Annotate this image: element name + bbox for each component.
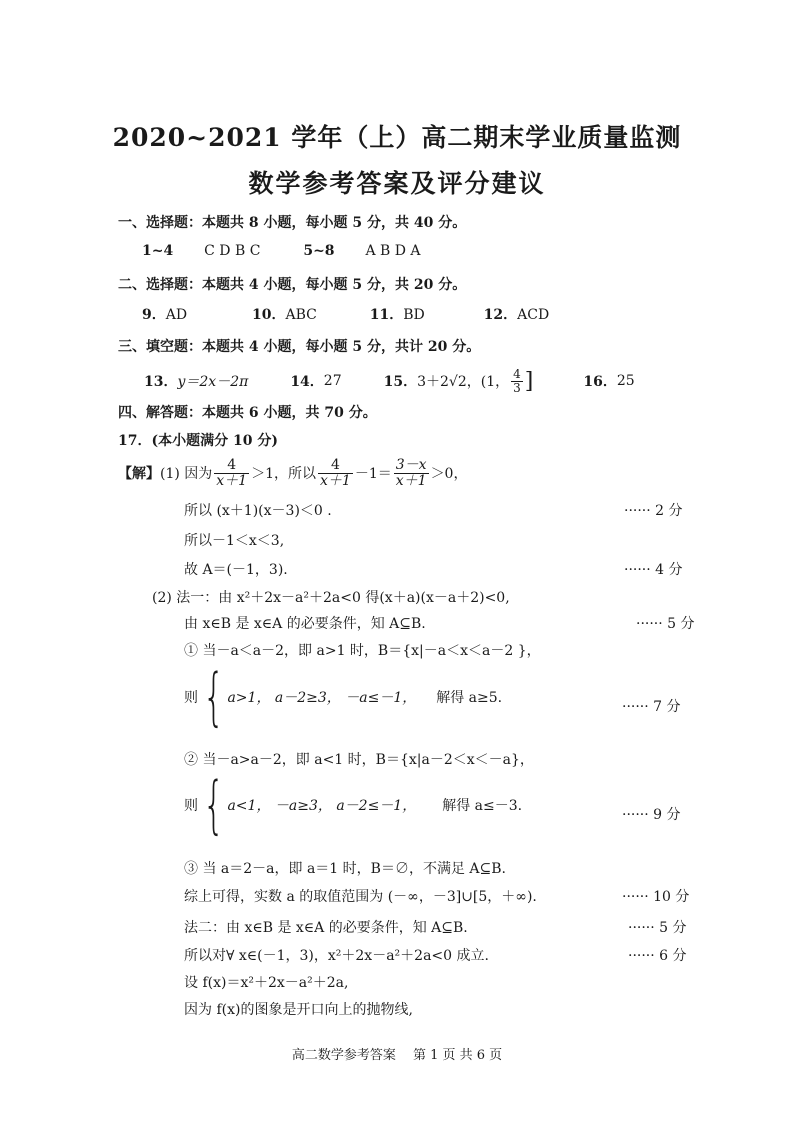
answer-value: C D B C <box>204 243 261 259</box>
question-number: 15． <box>383 374 418 390</box>
answer-value: y＝2x－2π <box>177 374 249 390</box>
score-mark: ······ 4 分 <box>624 562 683 578</box>
solution-line: 所以 (x＋1)(x－3)＜0 . <box>184 503 332 519</box>
answer-label: 5~8 <box>303 243 335 259</box>
fraction: $\frac{4}{x+1}$ <box>216 456 248 489</box>
system-row: a－2≥3， <box>274 690 341 706</box>
q17-part1-line <box>118 456 467 490</box>
text: ＞1，所以 <box>251 466 317 482</box>
score-mark: ······ 10 分 <box>622 889 690 905</box>
fraction: $\frac{4}{3}$ <box>513 366 521 395</box>
question-number: 11． <box>369 307 404 323</box>
system-row: a>1， <box>227 690 271 706</box>
inequality-system-2 <box>184 768 523 841</box>
answer-value: BD <box>403 307 425 323</box>
system-row: a<1， <box>227 798 271 814</box>
question-number: 9． <box>142 307 166 323</box>
question-number: 12． <box>483 307 518 323</box>
solution-line: 因为 f(x)的图象是开口向上的抛物线, <box>184 1002 413 1018</box>
score-mark: ······ 7 分 <box>622 699 681 715</box>
solution-line: 法二：由 x∈B 是 x∈A 的必要条件，知 A⊆B. <box>184 920 468 936</box>
fraction: $\frac{3-x}{x+1}$ <box>395 456 427 489</box>
text: ＞0， <box>430 466 468 482</box>
answer-value: A B D A <box>365 243 421 259</box>
interval-open: (1， <box>480 374 510 390</box>
page-footer: 高二数学参考答案 第 1 页 共 6 页 <box>291 1048 503 1063</box>
solution-line: ③ 当 a＝2－a，即 a＝1 时，B＝∅，不满足 A⊆B. <box>184 861 506 877</box>
question-number: 13． <box>144 374 178 390</box>
solution-line: 设 f(x)＝x²＋2x－a²＋2a, <box>184 975 349 991</box>
solution-line: 所以－1＜x＜3, <box>184 533 285 549</box>
text: 则 <box>184 798 198 814</box>
score-mark: ······ 9 分 <box>622 807 681 823</box>
answer-value: 3＋2√2， <box>417 374 481 390</box>
page-subtitle: 数学参考答案及评分建议 <box>248 169 546 198</box>
answer-value: ACD <box>517 307 550 323</box>
score-mark: ······ 5 分 <box>636 616 695 632</box>
fraction: $\frac{4}{x+1}$ <box>320 456 351 489</box>
solution-line: ② 当－a>a－2，即 a<1 时，B＝{x|a－2＜x＜－a}， <box>184 752 534 768</box>
question-number: 10． <box>252 307 286 323</box>
solution-line: 故 A＝(－1，3). <box>184 562 288 578</box>
system-row: －a≤－1， <box>345 690 417 706</box>
solve-label: 【解】 <box>118 466 160 482</box>
section3-header: 三、填空题：本题共 4 小题，每小题 5 分，共计 20 分。 <box>118 339 481 355</box>
answer-value: 27 <box>323 373 342 389</box>
question-number: 14． <box>290 374 324 390</box>
solution-line: ① 当－a＜a－2，即 a>1 时，B＝{x|－a＜x＜a－2 }， <box>184 643 541 659</box>
system-row: －a≥3， <box>274 798 332 814</box>
section1-answers <box>142 243 421 259</box>
question-number: 16． <box>583 374 617 390</box>
score-mark: ······ 5 分 <box>628 920 687 936</box>
solution-line: 综上可得，实数 a 的取值范围为 (－∞，－3]∪[5，＋∞). <box>184 889 537 905</box>
interval-close: ] <box>524 368 534 394</box>
answer-value: ABC <box>285 307 317 323</box>
brace-icon: { <box>202 768 225 841</box>
section3-answers <box>144 366 635 396</box>
answer-value: AD <box>165 307 188 323</box>
question-17-title: 17．(本小题满分 10 分) <box>118 433 278 449</box>
text: 则 <box>184 690 198 706</box>
answer-label: 1~4 <box>142 243 174 259</box>
text: 解得 a≤－3. <box>442 798 523 814</box>
section2-answers <box>142 304 549 324</box>
text: 解得 a≥5. <box>436 690 503 706</box>
section4-header: 四、解答题：本题共 6 小题，共 70 分。 <box>118 405 377 421</box>
section2-header: 二、选择题：本题共 4 小题，每小题 5 分，共 20 分。 <box>118 277 467 293</box>
inequality-system-1 <box>184 660 503 733</box>
brace-icon: { <box>202 660 225 733</box>
answer-value: 25 <box>616 373 635 389</box>
solution-line: (2) 法一：由 x²＋2x－a²＋2a<0 得(x＋a)(x－a＋2)<0, <box>152 590 510 606</box>
solution-line: 由 x∈B 是 x∈A 的必要条件，知 A⊆B. <box>184 616 426 632</box>
page-title: 2020~2021 学年（上）高二期末学业质量监测 <box>112 123 682 152</box>
score-mark: ······ 2 分 <box>624 503 683 519</box>
section1-header: 一、选择题：本题共 8 小题，每小题 5 分，共 40 分。 <box>118 215 467 231</box>
text: －1＝ <box>354 466 392 482</box>
text: (1) 因为 <box>160 466 213 482</box>
solution-line: 所以对∀ x∈(－1，3)，x²＋2x－a²＋2a<0 成立. <box>184 948 489 964</box>
score-mark: ······ 6 分 <box>628 948 687 964</box>
system-row: a－2≤－1， <box>336 798 417 814</box>
